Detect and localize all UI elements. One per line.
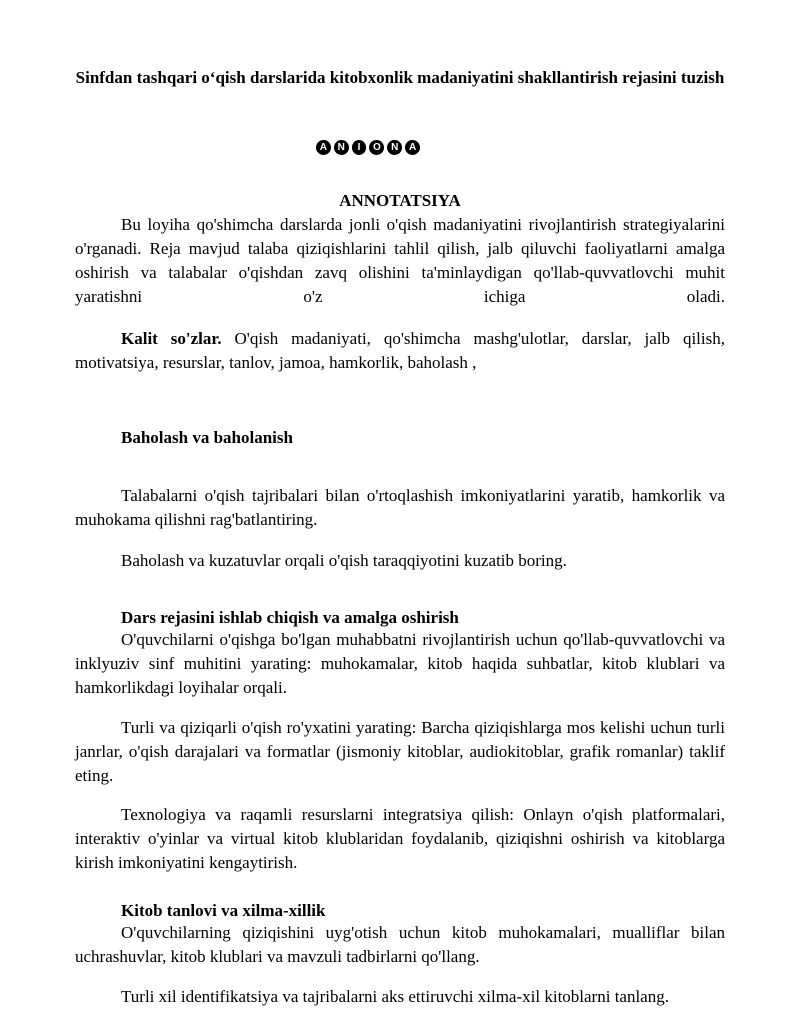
logo-letter: A bbox=[405, 140, 420, 155]
assessment-paragraph-1: Talabalarni o'qish tajribalari bilan o'rtoqlashish imkoniyatlarini yaratib, hamkorlik va muhokama qilishni rag'batlantiring. bbox=[75, 486, 725, 529]
keywords-label: Kalit so'zlar. bbox=[121, 329, 222, 348]
section-heading-lesson-plan: Dars rejasini ishlab chiqish va amalga oshirish bbox=[121, 608, 459, 627]
keywords-text: O'qish madaniyati, qo'shimcha mashg'ulotlar, darslar, jalb qilish, motivatsiya, resurslar, tanlov, jamoa, hamkorlik, baholash , bbox=[75, 329, 725, 372]
annotation-heading: ANNOTATSIYA bbox=[339, 191, 461, 210]
logo-letter: N bbox=[387, 140, 402, 155]
section-heading-book-selection: Kitob tanlovi va xilma-xillik bbox=[121, 901, 326, 920]
logo-letter: O bbox=[369, 140, 384, 155]
section-heading-assessment: Baholash va baholanish bbox=[121, 428, 293, 447]
document-title: Sinfdan tashqari o‘qish darslarida kitobxonlik madaniyatini shakllantirish rejasini tuzish bbox=[75, 68, 725, 87]
lesson-plan-paragraph-1: O'quvchilarni o'qishga bo'lgan muhabbatni rivojlantirish uchun qo'llab-quvvatlovchi va inklyuziv sinf muhitini yarating: muhokamalar, kitob haqida suhbatlar, kitob klublari va hamkorlikdagi loyihalar orqali. bbox=[75, 630, 725, 697]
assessment-paragraph-2: Baholash va kuzatuvlar orqali o'qish taraqqiyotini kuzatib boring. bbox=[121, 551, 567, 570]
aniona-logo bbox=[316, 140, 420, 158]
book-selection-paragraph-1: O'quvchilarning qiziqishini uyg'otish uchun kitob muhokamalari, mualliflar bilan uchrashuvlar, kitob klublari va mavzuli tadbirlarni qo'llang. bbox=[75, 923, 725, 966]
logo-letter: A bbox=[316, 140, 331, 155]
logo-letter: I bbox=[352, 140, 367, 155]
book-selection-paragraph-2: Turli xil identifikatsiya va tajribalarni aks ettiruvchi xilma-xil kitoblarni tanlang. bbox=[121, 987, 669, 1006]
keywords-paragraph bbox=[75, 327, 725, 375]
lesson-plan-paragraph-2: Turli va qiziqarli o'qish ro'yxatini yarating: Barcha qiziqishlarga mos kelishi uchun turli janrlar, o'qish darajalari va formatlar (jismoniy kitoblar, audiokitoblar, grafik romanlar) taklif eting. bbox=[75, 718, 725, 785]
annotation-text: Bu loyiha qo'shimcha darslarda jonli o'qish madaniyatini rivojlantirish strategiyalarini o'rganadi. Reja mavjud talaba qiziqishlarini tahlil qilish, jalb qiluvchi faoliyatlarni amalga oshirish va talabalar o'qishdan zavq olishini ta'minlaydigan qo'llab-quvvatlovchi muhit yaratishni o'z ichiga oladi. bbox=[75, 215, 725, 306]
lesson-plan-paragraph-3: Texnologiya va raqamli resurslarni integratsiya qilish: Onlayn o'qish platformalari, interaktiv o'yinlar va virtual kitob klublaridan foydalanib, qiziqishni oshirish va kitoblarga kirish imkoniyatini kengaytirish. bbox=[75, 805, 725, 872]
logo-letter: N bbox=[334, 140, 349, 155]
